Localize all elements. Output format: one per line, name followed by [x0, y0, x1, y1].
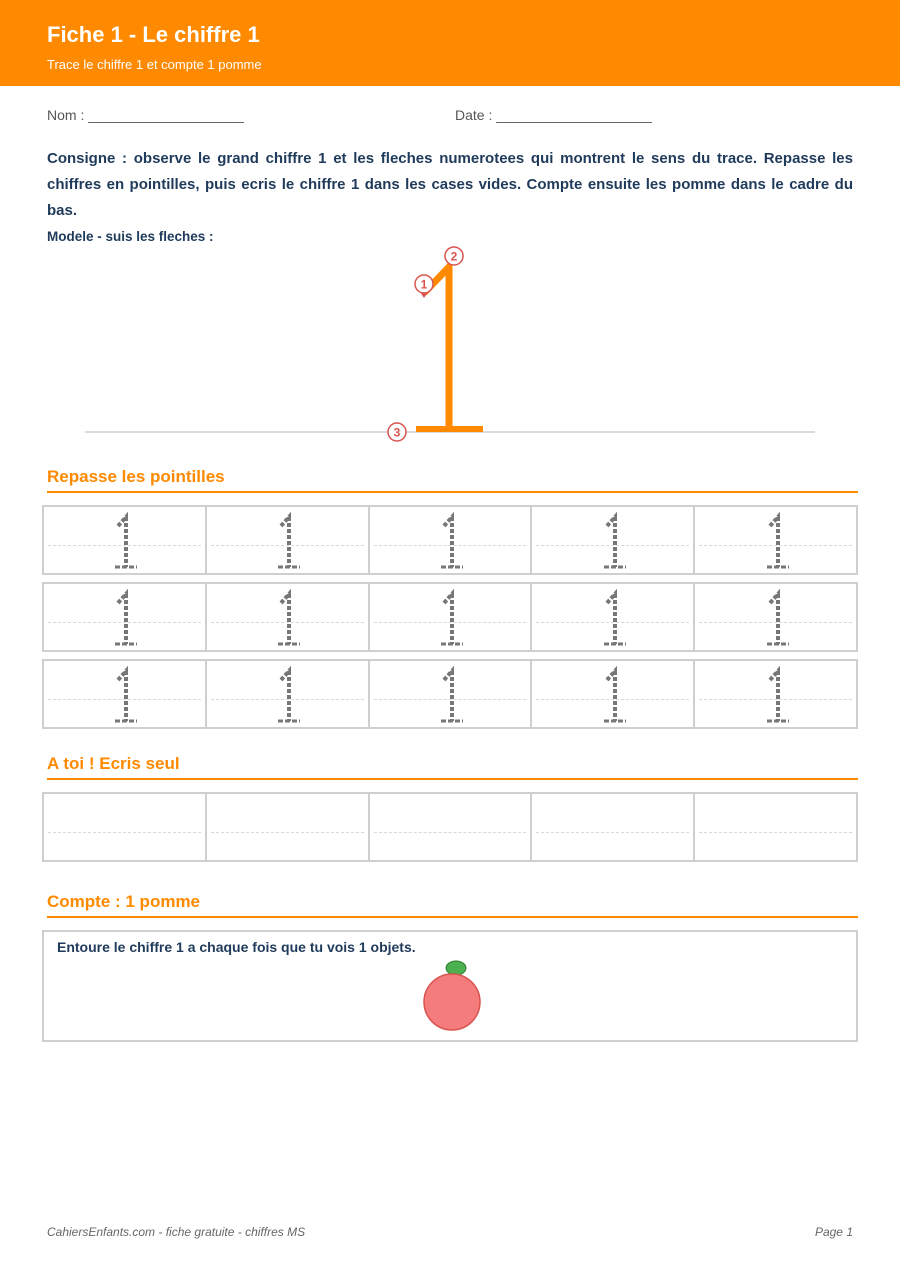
trace-cell[interactable] [205, 582, 370, 652]
dotted-digit-one [432, 512, 468, 572]
count-box [42, 930, 858, 1042]
footer-source: CahiersEnfants.com - fiche gratuite - chiffres MS [47, 1225, 306, 1239]
dotted-digit-one [106, 589, 142, 649]
step-label-2: 2 [450, 249, 458, 264]
dotted-digit-one [758, 666, 794, 726]
dotted-digit-one [269, 512, 305, 572]
trace-cell[interactable] [42, 582, 207, 652]
section-rule [47, 778, 858, 780]
step-marker-1 [415, 275, 433, 293]
dotted-digit-one [432, 666, 468, 726]
trace-cell[interactable] [42, 659, 207, 729]
trace-cell[interactable] [205, 505, 370, 575]
guide-line [211, 832, 364, 833]
grid-row [42, 659, 858, 729]
trace-grid [42, 505, 858, 736]
step-marker-2 [445, 247, 463, 265]
write-cell[interactable] [368, 792, 533, 862]
grid-row [42, 792, 858, 862]
trace-cell[interactable] [693, 582, 858, 652]
header-banner [0, 0, 900, 86]
section-title-ecris: A toi ! Ecris seul [47, 754, 180, 773]
trace-cell[interactable] [368, 582, 533, 652]
trace-cell[interactable] [368, 659, 533, 729]
guide-line [699, 832, 852, 833]
page-subtitle: Trace le chiffre 1 et compte 1 pomme [47, 57, 262, 72]
count-instruction: Entoure le chiffre 1 a chaque fois que tu vois 1 objets. [57, 939, 416, 955]
apple-icon[interactable] [420, 959, 484, 1033]
trace-cell[interactable] [205, 659, 370, 729]
grid-row [42, 505, 858, 575]
name-field[interactable]: Nom : ____________________ [47, 107, 244, 123]
dotted-digit-one [106, 666, 142, 726]
dotted-digit-one [595, 666, 631, 726]
dotted-digit-one [758, 589, 794, 649]
model-label: Modele - suis les fleches : [47, 229, 214, 244]
trace-cell[interactable] [368, 505, 533, 575]
guide-line [374, 832, 527, 833]
dotted-digit-one [269, 589, 305, 649]
trace-cell[interactable] [530, 659, 695, 729]
dotted-digit-one [595, 512, 631, 572]
dotted-digit-one [758, 512, 794, 572]
section-rule [47, 491, 858, 493]
write-cell[interactable] [205, 792, 370, 862]
dotted-digit-one [595, 589, 631, 649]
step-marker-3 [388, 423, 406, 441]
grid-row [42, 582, 858, 652]
trace-cell[interactable] [693, 659, 858, 729]
guide-line [48, 832, 201, 833]
trace-cell[interactable] [530, 505, 695, 575]
write-grid [42, 792, 858, 869]
model-digit-diagram [0, 240, 900, 450]
date-field[interactable]: Date : ____________________ [455, 107, 652, 123]
dotted-digit-one [106, 512, 142, 572]
guide-line [536, 832, 689, 833]
trace-cell[interactable] [42, 505, 207, 575]
page-title: Fiche 1 - Le chiffre 1 [47, 22, 260, 47]
dotted-digit-one [432, 589, 468, 649]
instructions: Consigne : observe le grand chiffre 1 et les fleches numerotees qui montrent le sens du trace. Repasse les chiffres en pointilles, puis ecris le chiffre 1 dans les cases vides. Compte ensuite les pomme dans le cadre du bas. [47, 150, 853, 219]
section-title-repasse: Repasse les pointilles [47, 467, 225, 486]
step-label-1: 1 [420, 277, 428, 292]
write-cell[interactable] [693, 792, 858, 862]
footer-page-number: Page 1 [814, 1225, 853, 1239]
section-rule [47, 916, 858, 918]
dotted-digit-one [269, 666, 305, 726]
step-label-3: 3 [393, 425, 401, 440]
write-cell[interactable] [530, 792, 695, 862]
trace-cell[interactable] [530, 582, 695, 652]
section-title-compte: Compte : 1 pomme [47, 892, 201, 911]
write-cell[interactable] [42, 792, 207, 862]
trace-cell[interactable] [693, 505, 858, 575]
